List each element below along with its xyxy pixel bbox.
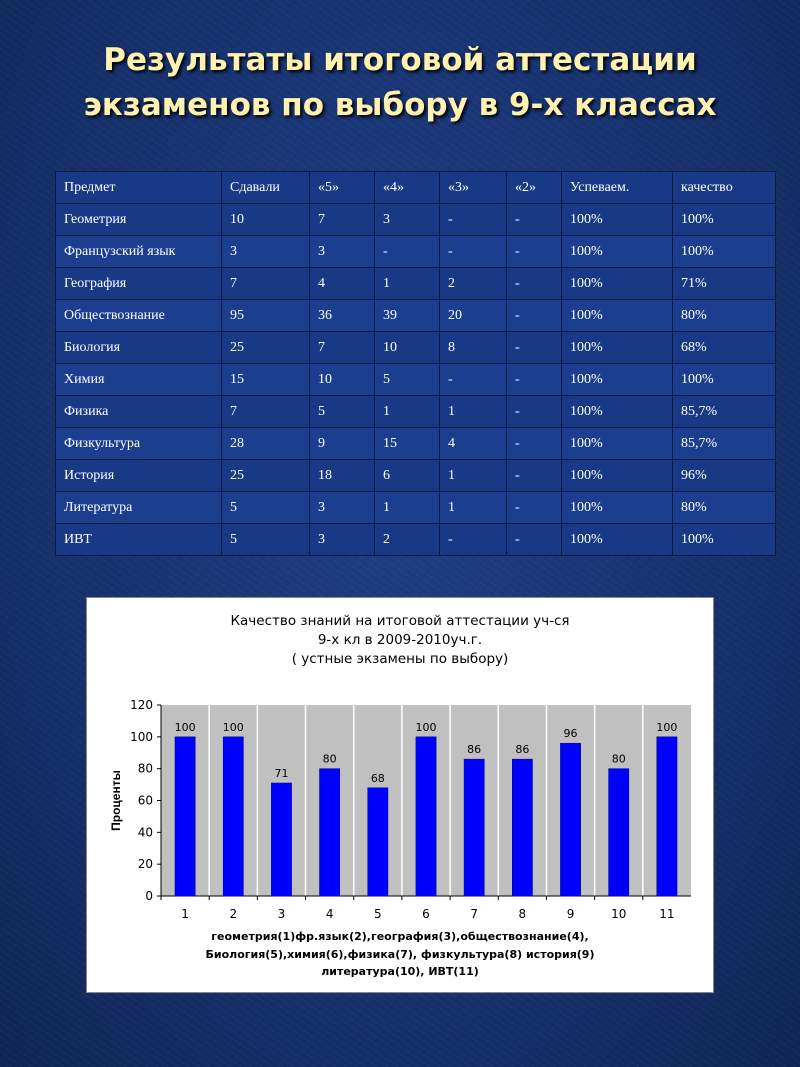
table-cell: 7	[222, 268, 310, 300]
table-cell: 68%	[673, 332, 776, 364]
bar	[609, 769, 629, 896]
bar	[368, 788, 388, 896]
x-tick-label: 8	[518, 907, 527, 921]
slide-title-line-2: экзаменов по выбору в 9-х классах	[83, 87, 717, 123]
table-cell: -	[440, 364, 507, 396]
table-cell: 96%	[673, 460, 776, 492]
data-label: 96	[563, 727, 578, 741]
table-cell: 80%	[673, 492, 776, 524]
table-cell: 100%	[562, 236, 673, 268]
table-cell: -	[507, 300, 562, 332]
table-cell: -	[507, 332, 562, 364]
table-cell: 1	[375, 492, 440, 524]
table-cell: 2	[375, 524, 440, 556]
table-cell: 10	[375, 332, 440, 364]
table-cell: 7	[222, 396, 310, 428]
table-cell: 25	[222, 332, 310, 364]
quality-chart	[86, 597, 714, 993]
table-cell: 18	[310, 460, 375, 492]
x-tick-label: 2	[229, 907, 238, 921]
y-tick-label: 60	[137, 793, 153, 808]
table-row	[56, 428, 776, 460]
x-tick-label: 11	[659, 907, 675, 921]
table-header-cell: «2»	[507, 172, 562, 204]
table-header-row	[56, 172, 776, 204]
table-cell: 7	[310, 332, 375, 364]
table-cell: 100%	[673, 364, 776, 396]
table-cell: 10	[310, 364, 375, 396]
chart-title-line: Качество знаний на итоговой аттестации уч-ся	[230, 613, 570, 629]
bar	[560, 743, 580, 896]
table-cell: 1	[375, 396, 440, 428]
table-cell: -	[507, 460, 562, 492]
table-cell: 6	[375, 460, 440, 492]
table-cell: -	[507, 268, 562, 300]
table-header-cell: качество	[673, 172, 776, 204]
table-header-cell: «3»	[440, 172, 507, 204]
table-cell: 100%	[562, 492, 673, 524]
bar	[223, 737, 243, 896]
table-cell: 3	[310, 524, 375, 556]
bar	[657, 737, 677, 896]
table-cell: 1	[440, 396, 507, 428]
table-cell: -	[375, 236, 440, 268]
table-cell: История	[56, 460, 222, 492]
table-cell: 36	[310, 300, 375, 332]
table-row	[56, 268, 776, 300]
table-cell: -	[507, 524, 562, 556]
table-cell: 39	[375, 300, 440, 332]
bar	[320, 769, 340, 896]
x-axis-label-line: литература(10), ИВТ(11)	[321, 965, 479, 978]
table-row	[56, 236, 776, 268]
x-tick-label: 10	[611, 907, 627, 921]
table-cell: 100%	[562, 396, 673, 428]
table-cell: 3	[375, 204, 440, 236]
table-cell: 3	[222, 236, 310, 268]
bar	[512, 759, 532, 896]
table-cell: 1	[440, 460, 507, 492]
data-label: 80	[322, 752, 337, 766]
table-header-cell: Успеваем.	[562, 172, 673, 204]
table-cell: Геометрия	[56, 204, 222, 236]
table-cell: 9	[310, 428, 375, 460]
data-label: 100	[656, 720, 678, 734]
x-tick-label: 1	[181, 907, 189, 921]
data-label: 100	[222, 720, 244, 734]
table-header-cell: «5»	[310, 172, 375, 204]
table-cell: 1	[375, 268, 440, 300]
table-cell: Физика	[56, 396, 222, 428]
y-tick-label: 100	[130, 729, 153, 744]
table-header-cell: Предмет	[56, 172, 222, 204]
table-cell: 25	[222, 460, 310, 492]
table-cell: 100%	[673, 204, 776, 236]
y-tick-label: 80	[137, 761, 153, 776]
table-row	[56, 300, 776, 332]
table-cell: 28	[222, 428, 310, 460]
table-cell: 4	[440, 428, 507, 460]
data-label: 86	[467, 743, 482, 757]
table-cell: Физкультура	[56, 428, 222, 460]
y-tick-label: 40	[137, 825, 153, 840]
table-cell: -	[440, 524, 507, 556]
data-label: 68	[370, 771, 385, 785]
table-cell: 3	[310, 236, 375, 268]
table-cell: 80%	[673, 300, 776, 332]
data-label: 71	[274, 766, 289, 780]
table-cell: 2	[440, 268, 507, 300]
table-cell: 100%	[562, 460, 673, 492]
table-cell: 100%	[562, 428, 673, 460]
x-axis-label-line: геометрия(1)фр.язык(2),география(3),обществознание(4),	[211, 930, 589, 943]
x-tick-label: 7	[470, 907, 479, 921]
table-cell: 7	[310, 204, 375, 236]
table-row	[56, 332, 776, 364]
table-row	[56, 460, 776, 492]
x-tick-label: 3	[277, 907, 286, 921]
table-header-cell: Сдавали	[222, 172, 310, 204]
results-table	[55, 171, 776, 556]
slide-title	[0, 38, 800, 128]
chart-svg	[87, 598, 713, 992]
data-label: 86	[515, 743, 530, 757]
table-cell: 85,7%	[673, 428, 776, 460]
table-cell: 5	[310, 396, 375, 428]
table-cell: 3	[310, 492, 375, 524]
table-cell: 100%	[673, 524, 776, 556]
table-cell: 4	[310, 268, 375, 300]
y-axis-label: Проценты	[109, 770, 123, 831]
table-cell: 100%	[562, 332, 673, 364]
table-cell: 5	[375, 364, 440, 396]
table-cell: Французский язык	[56, 236, 222, 268]
table-cell: 100%	[562, 204, 673, 236]
data-label: 100	[415, 720, 437, 734]
table-cell: -	[507, 236, 562, 268]
table-cell: Биология	[56, 332, 222, 364]
table-cell: -	[507, 492, 562, 524]
table-row	[56, 364, 776, 396]
table-row	[56, 524, 776, 556]
table-cell: 1	[440, 492, 507, 524]
table-cell: Химия	[56, 364, 222, 396]
bar	[464, 759, 484, 896]
table-cell: 95	[222, 300, 310, 332]
x-tick-label: 6	[422, 907, 430, 921]
table-cell: ИВТ	[56, 524, 222, 556]
table-cell: 15	[375, 428, 440, 460]
table-cell: 100%	[562, 364, 673, 396]
table-cell: -	[507, 428, 562, 460]
table-cell: 10	[222, 204, 310, 236]
y-tick-label: 20	[137, 857, 153, 872]
y-tick-label: 120	[130, 698, 153, 712]
x-tick-label: 9	[566, 907, 575, 921]
chart-title-line: ( устные экзамены по выбору)	[291, 651, 509, 667]
table-cell: 100%	[562, 300, 673, 332]
chart-title-line: 9-х кл в 2009-2010уч.г.	[317, 632, 483, 648]
table-cell: География	[56, 268, 222, 300]
data-label: 80	[611, 752, 626, 766]
table-cell: 100%	[562, 268, 673, 300]
table-cell: 15	[222, 364, 310, 396]
table-cell: -	[440, 236, 507, 268]
x-tick-label: 4	[325, 907, 334, 921]
y-tick-label: 0	[145, 889, 153, 903]
x-tick-label: 5	[373, 907, 382, 921]
table-header-cell: «4»	[375, 172, 440, 204]
table-cell: Литература	[56, 492, 222, 524]
table-cell: 5	[222, 524, 310, 556]
bar	[416, 737, 436, 896]
x-axis-label-line: Биология(5),химия(6),физика(7), физкультура(8) история(9)	[205, 948, 595, 961]
table-cell: 20	[440, 300, 507, 332]
table-cell: -	[440, 204, 507, 236]
table-cell: 100%	[562, 524, 673, 556]
table-cell: 8	[440, 332, 507, 364]
table-cell: 5	[222, 492, 310, 524]
table-cell: 71%	[673, 268, 776, 300]
table-cell: 85,7%	[673, 396, 776, 428]
data-label: 100	[174, 720, 196, 734]
table-row	[56, 492, 776, 524]
table-row	[56, 204, 776, 236]
bar	[271, 783, 291, 896]
table-cell: -	[507, 204, 562, 236]
table-cell: Обществознание	[56, 300, 222, 332]
table-cell: 100%	[673, 236, 776, 268]
table-row	[56, 396, 776, 428]
table-cell: -	[507, 364, 562, 396]
table-cell: -	[507, 396, 562, 428]
slide-title-line-1: Результаты итоговой аттестации	[103, 42, 697, 78]
bar	[175, 737, 195, 896]
